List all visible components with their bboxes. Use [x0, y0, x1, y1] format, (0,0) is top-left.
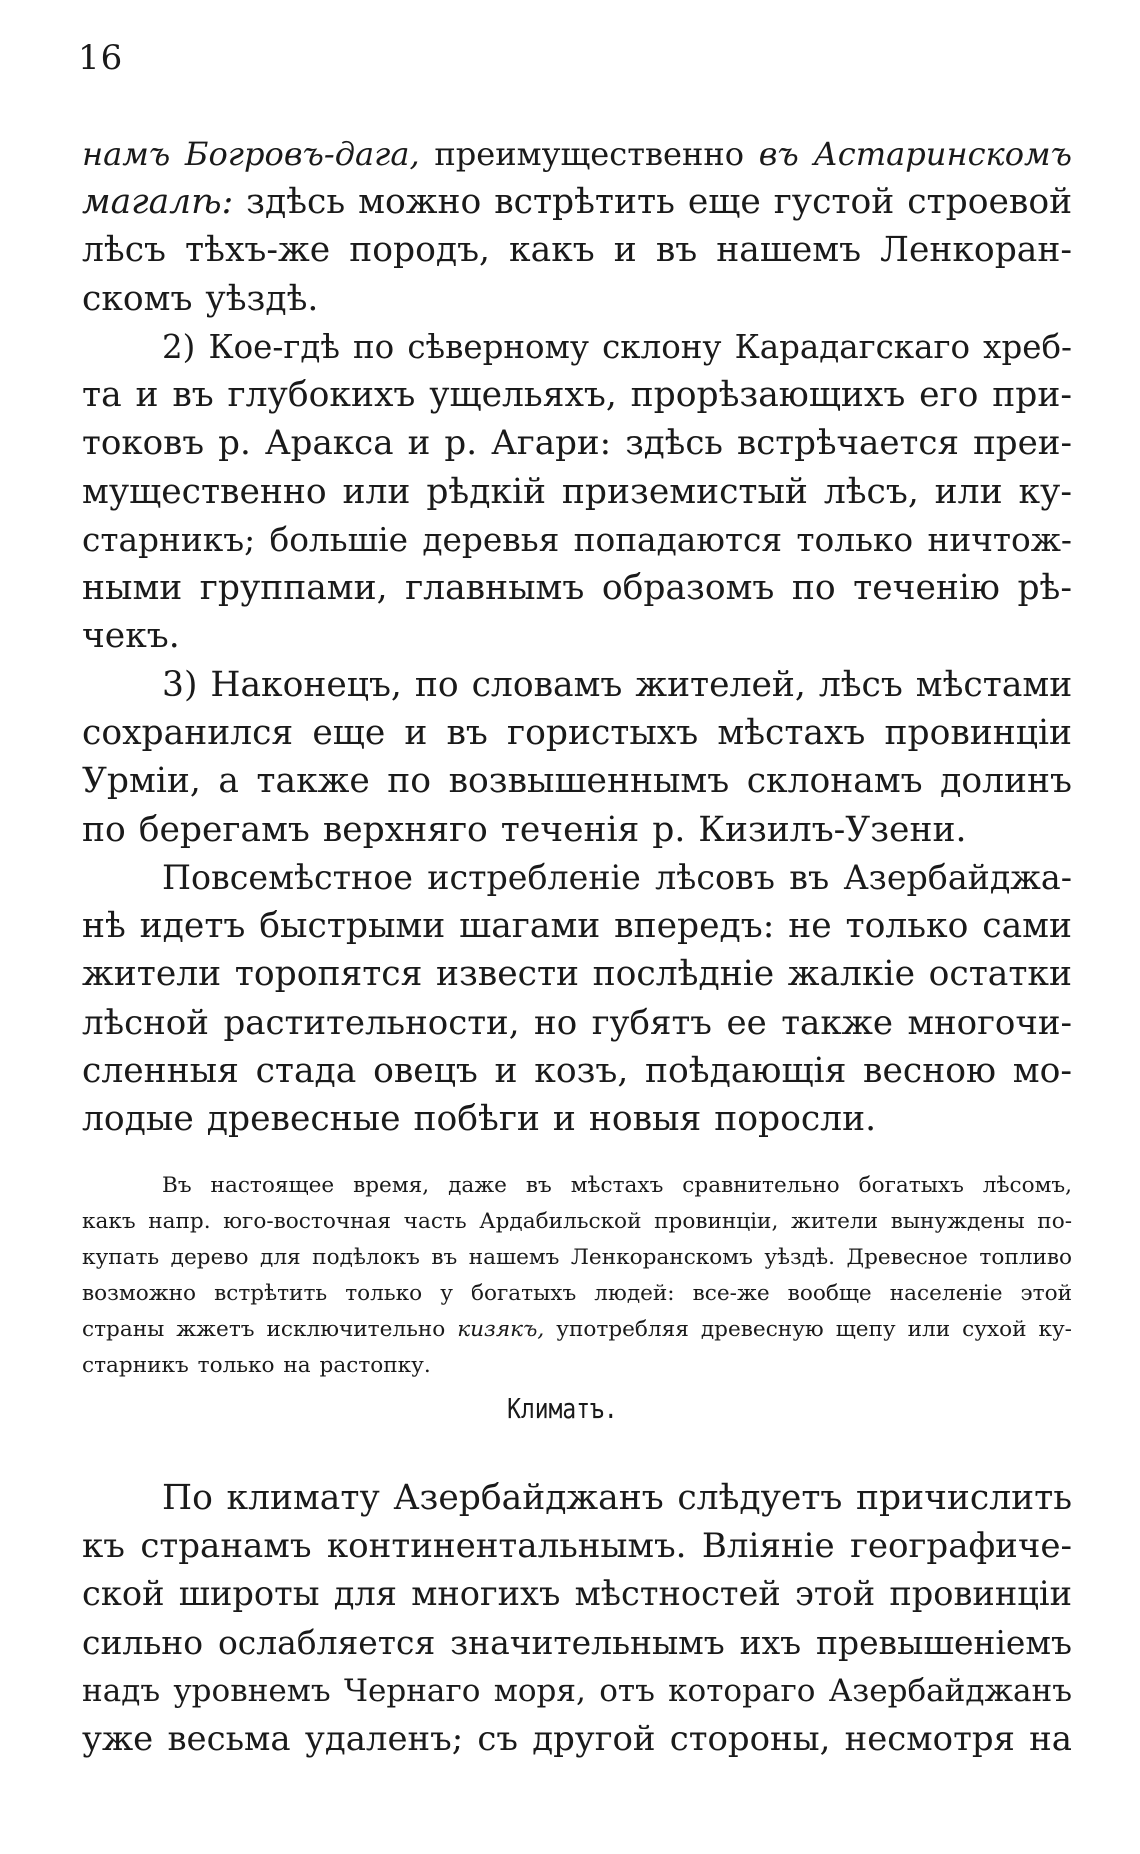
text-line: [82, 130, 1072, 178]
italic-segment: магалѣ:: [82, 182, 234, 223]
paragraph-1: [82, 130, 1072, 323]
text-line: лѣсной растительности, но губятъ ее также многочи-: [82, 1002, 1072, 1043]
text-segment: лѣсъ тѣхъ-же породъ, какъ и въ нашемъ Ленкоран-: [82, 230, 1072, 271]
footnote-line: [82, 1348, 1072, 1384]
text-line: та и въ глубокихъ ущельяхъ, прорѣзающихъ его при-: [82, 375, 1072, 416]
text-line: ными группами, главнымъ образомъ по теченію рѣ-: [82, 567, 1072, 608]
text-line: надъ уровнемъ Чернаго моря, отъ котораго Азербайджанъ: [82, 1672, 1072, 1709]
text-line: старникъ; большіе деревья попадаются только ничтож-: [82, 520, 1072, 559]
text-line: сильно ослабляется значительнымъ ихъ превышеніемъ: [82, 1622, 1072, 1662]
footnote: [82, 1168, 1072, 1384]
text-line: [82, 275, 1072, 323]
text-line: Урміи, а также по возвышеннымъ склонамъ долинъ: [82, 761, 1072, 802]
text-segment: старникъ только на растопку.: [82, 1353, 431, 1378]
text-line: [82, 178, 1072, 226]
paragraph-3: [82, 661, 1072, 854]
text-line: лодые древесные побѣги и новыя поросли.: [82, 1098, 877, 1139]
paragraph-5: [82, 1474, 1072, 1763]
text-line: мущественно или рѣдкій приземистый лѣсъ, или ку-: [82, 471, 1072, 512]
text-line: 2) Кое-гдѣ по сѣверному склону Карадагскаго хреб-: [162, 328, 1072, 366]
text-line: сленныя стада овецъ и козъ, поѣдающія весною мо-: [82, 1050, 1072, 1091]
paragraph-2: [82, 323, 1072, 660]
text-line: 3) Наконецъ, по словамъ жителей, лѣсъ мѣстами: [162, 665, 1072, 705]
paragraph-4: [82, 854, 1072, 1143]
text-segment: Въ настоящее время, даже въ мѣстахъ сравнительно богатыхъ лѣсомъ,: [162, 1173, 1072, 1198]
text-line: [82, 226, 1072, 274]
text-segment: страны жжетъ исключительно: [82, 1317, 458, 1342]
text-line: къ странамъ континентальнымъ. Вліяніе географиче-: [82, 1526, 1072, 1567]
text-line: нѣ идетъ быстрыми шагами впередъ: не только сами: [82, 906, 1072, 947]
text-line: ской широты для многихъ мѣстностей этой провинціи: [82, 1574, 1072, 1614]
footnote-line: [82, 1168, 1072, 1204]
italic-segment: въ Астаринскомъ: [758, 135, 1072, 173]
italic-segment: кизякъ,: [457, 1317, 545, 1342]
text-line: сохранился еще и въ гористыхъ мѣстахъ провинціи: [82, 713, 1072, 754]
text-line: токовъ р. Аракса и р. Агари: здѣсь встрѣчается преи-: [82, 423, 1072, 464]
text-segment: купать дерево для подѣлокъ въ нашемъ Ленкоранскомъ уѣздѣ. Древесное топливо: [82, 1245, 1072, 1270]
text-line: уже весьма удаленъ; съ другой стороны, несмотря на: [82, 1718, 1072, 1758]
text-segment: здѣсь можно встрѣтить еще густой строевой: [233, 182, 1072, 223]
text-line: жители торопятся извести послѣдніе жалкіе остатки: [82, 954, 1072, 995]
text-line: Повсемѣстное истребленіе лѣсовъ въ Азербайджа-: [162, 858, 1072, 897]
section-heading: Климатъ.: [507, 1392, 618, 1425]
text-line: По климату Азербайджанъ слѣдуетъ причислить: [162, 1478, 1072, 1518]
text-segment: преимущественно: [419, 135, 759, 173]
text-line: по берегамъ верхняго теченія р. Кизилъ-Узени.: [82, 809, 967, 850]
text-segment: возможно встрѣтить только у богатыхъ людей: все-же вообще населеніе этой: [82, 1281, 1072, 1306]
text-segment: какъ напр. юго-восточная часть Ардабильской провинціи, жители вынуждены по-: [82, 1209, 1072, 1234]
italic-segment: намъ Богровъ-дага,: [82, 135, 420, 173]
text-line: чекъ.: [82, 616, 180, 657]
footnote-line: [82, 1204, 1072, 1240]
text-segment: скомъ уѣздѣ.: [82, 278, 319, 319]
page-number: 16: [78, 38, 124, 78]
text-segment: употребляя древесную щепу или сухой ку-: [544, 1317, 1072, 1342]
footnote-line: [82, 1276, 1072, 1312]
footnote-line: [82, 1240, 1072, 1276]
footnote-line: [82, 1312, 1072, 1348]
